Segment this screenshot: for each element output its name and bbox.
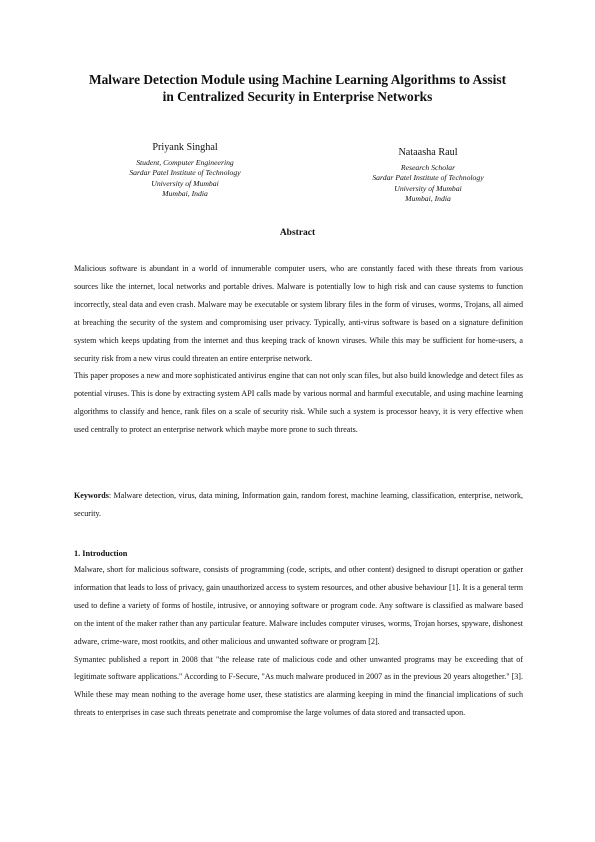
- introduction-body: [74, 561, 523, 722]
- title-line-2: in Centralized Security in Enterprise Networks: [162, 89, 433, 104]
- author-affiliation-line: Mumbai, India: [162, 189, 208, 199]
- paper-title: [60, 71, 535, 105]
- abstract-heading: Abstract: [279, 228, 316, 238]
- introduction-paragraph: Malware, short for malicious software, consists of programming (code, scripts, and other content) designed to disrupt operation or gather information that leads to loss of privacy, gain unauthorized access to system resources, and other abusive behaviour [1]. It is a general term used to define a variety of forms of hostile, intrusive, or annoying software or program code. Any software is classified as malware based on the intent of the maker rather than any particular feature. Malware includes computer viruses, worms, Trojan horses, spyware, dishonest adware, crime-ware, most rootkits, and other malicious and unwanted software or program [2].: [74, 565, 523, 646]
- author-affiliation-line: Student, Computer Engineering: [136, 158, 234, 167]
- keywords-list: : Malware detection, virus, data mining, Information gain, random forest, machine learning, classification, enterprise, network, security.: [74, 491, 523, 518]
- author-name: Priyank Singhal: [152, 142, 218, 153]
- author-affiliation-line: Sardar Patel Institute of Technology: [129, 168, 241, 178]
- author-block-2: [338, 146, 518, 205]
- abstract-paragraph: This paper proposes a new and more sophisticated antivirus engine that can not only scan files, but also build knowledge and detect files as potential viruses. This is done by extracting system API calls made by various normal and harmful executable, and using machine learning algorithms to classify and hence, rank files on a scale of security risk. While such a system is processor heavy, it is very effective when used centrally to protect an enterprise network which maybe more prone to such threats.: [74, 371, 523, 435]
- author-affiliation-line: University of Mumbai: [151, 178, 219, 188]
- author-affiliation-line: University of Mumbai: [394, 183, 462, 193]
- author-affiliation-line: Mumbai, India: [405, 194, 451, 204]
- title-line-1: Malware Detection Module using Machine Learning Algorithms to Assist: [88, 72, 507, 87]
- keywords-label: Keywords: [74, 491, 109, 500]
- author-affiliation-line: Sardar Patel Institute of Technology: [372, 173, 484, 183]
- section-heading-introduction: 1. Introduction: [74, 549, 128, 558]
- author-affiliation-line: Research Scholar: [400, 163, 456, 172]
- author-block-1: [95, 141, 275, 200]
- keywords-block: [74, 487, 523, 523]
- author-name: Nataasha Raul: [398, 147, 458, 158]
- abstract-paragraph: Malicious software is abundant in a world of innumerable computer users, who are constantly faced with these threats from various sources like the internet, local networks and portable drives. Malware is potentially low to high risk and can cause systems to function incorrectly, steal data and even crash. Malware may be executable or system library files in the form of viruses, worms, Trojans, all aimed at breaching the security of the system and compromising user privacy. Typically, anti-virus software is based on a signature definition system which keeps updating from the internet and thus keeping track of known viruses. While this may be sufficient for home-users, a security risk from a new virus could threaten an entire enterprise network.: [74, 264, 523, 363]
- abstract-body: [74, 260, 523, 439]
- introduction-paragraph: Symantec published a report in 2008 that "the release rate of malicious code and other unwanted programs may be exceeding that of legitimate software applications." According to F-Secure, "As much malware produced in 2007 as in the previous 20 years altogether." [3]. While these may mean nothing to the average home user, these statistics are alarming keeping in mind the financial implications of such threats to enterprises in case such threats penetrate and compromise the large volumes of data stored and transacted upon.: [74, 654, 523, 718]
